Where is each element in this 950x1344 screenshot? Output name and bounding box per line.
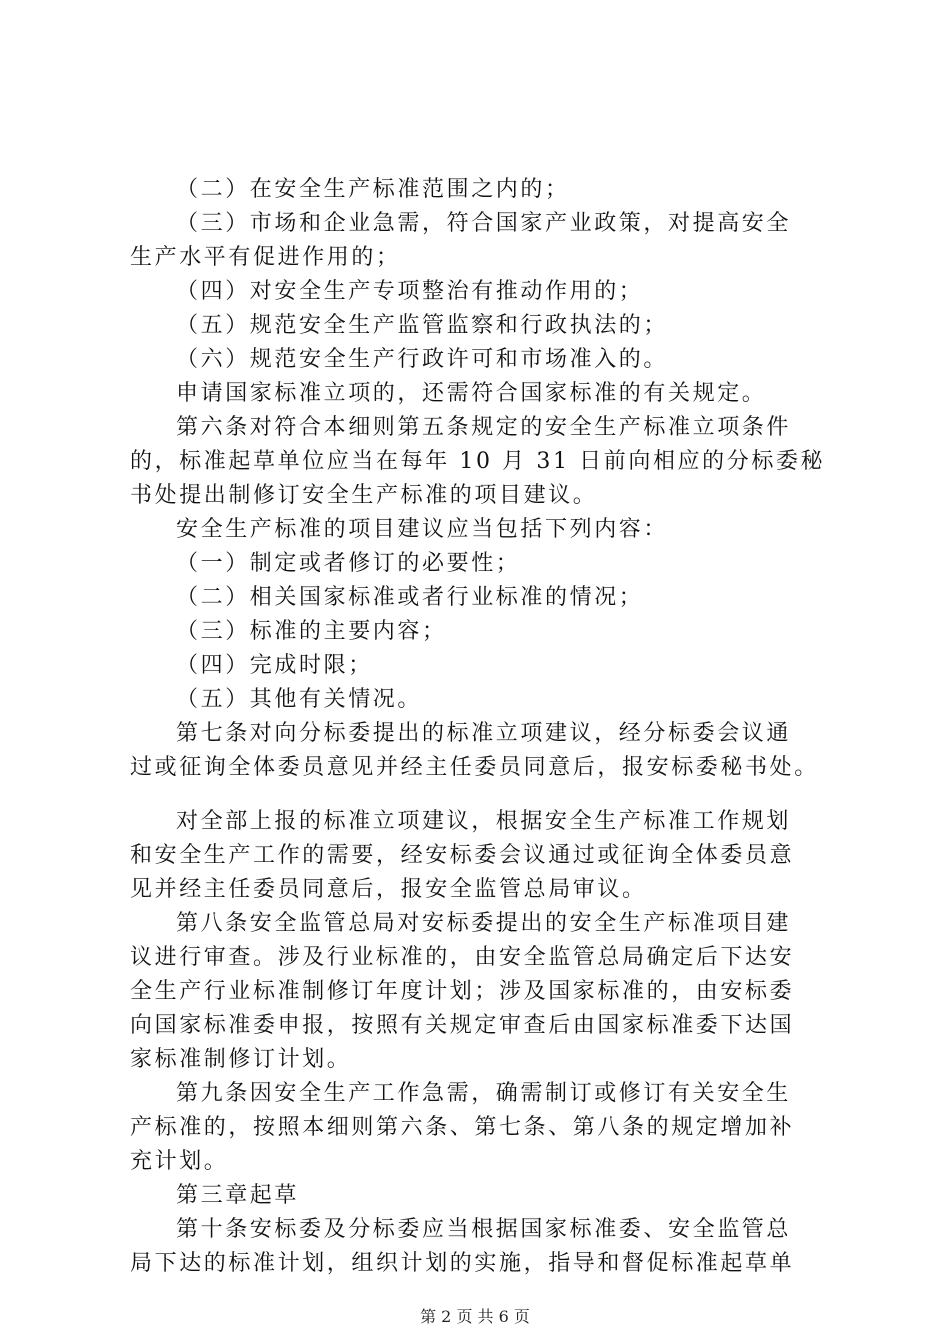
- clause-6: （六）规范安全生产行政许可和市场准入的。: [176, 347, 669, 372]
- article-10-line-1: 第十条安标委及分标委应当根据国家标准委、安全监管总: [176, 1217, 792, 1242]
- content-item-1: （一）制定或者修订的必要性；: [176, 551, 521, 576]
- page-footer: 第 2 页 共 6 页: [420, 1307, 530, 1326]
- article-8-line-1: 第八条安全监管总局对安标委提出的安全生产标准项目建: [176, 911, 792, 936]
- article-8-line-2: 议进行审查。涉及行业标准的，由安全监管总局确定后下达安: [130, 945, 795, 970]
- content-item-4: （四）完成时限；: [176, 653, 373, 678]
- article-10-line-2: 局下达的标准计划，组织计划的实施，指导和督促标准起草单: [130, 1251, 795, 1276]
- proposal-contents-intro: 安全生产标准的项目建议应当包括下列内容：: [176, 517, 669, 542]
- aggregate-proposal-line-1: 对全部上报的标准立项建议，根据安全生产标准工作规划: [176, 809, 792, 834]
- article-8-line-4: 向国家标准委申报，按照有关规定审查后由国家标准委下达国: [130, 1013, 795, 1038]
- chapter-3-heading: 第三章起草: [176, 1183, 300, 1208]
- clause-2: （二）在安全生产标准范围之内的；: [176, 177, 570, 202]
- article-6-line-2: 的，标准起草单位应当在每年 10 月 31 日前向相应的分标委秘: [130, 449, 826, 474]
- aggregate-proposal-line-3: 见并经主任委员同意后，报安全监管总局审议。: [130, 877, 647, 902]
- article-7-line-1: 第七条对向分标委提出的标准立项建议，经分标委会议通: [176, 721, 792, 746]
- article-8-line-5: 家标准制修订计划。: [130, 1047, 352, 1072]
- national-standard-note: 申请国家标准立项的，还需符合国家标准的有关规定。: [176, 381, 767, 406]
- article-6-line-3: 书处提出制修订安全生产标准的项目建议。: [130, 483, 598, 508]
- article-9-line-2: 产标准的，按照本细则第六条、第七条、第八条的规定增加补: [130, 1115, 795, 1140]
- content-item-5: （五）其他有关情况。: [176, 687, 423, 712]
- content-item-2: （二）相关国家标准或者行业标准的情况；: [176, 585, 644, 610]
- aggregate-proposal-line-2: 和安全生产工作的需要，经安标委会议通过或征询全体委员意: [130, 843, 795, 868]
- article-9-line-3: 充计划。: [130, 1149, 229, 1174]
- article-8-line-3: 全生产行业标准制修订年度计划；涉及国家标准的，由安标委: [130, 979, 795, 1004]
- clause-5: （五）规范安全生产监管监察和行政执法的；: [176, 313, 669, 338]
- clause-3: （三）市场和企业急需，符合国家产业政策，对提高安全: [176, 211, 792, 236]
- content-item-3: （三）标准的主要内容；: [176, 619, 447, 644]
- article-6-line-1: 第六条对符合本细则第五条规定的安全生产标准立项条件: [176, 415, 792, 440]
- clause-4: （四）对安全生产专项整治有推动作用的；: [176, 279, 644, 304]
- article-7-line-2: 过或征询全体委员意见并经主任委员同意后，报安标委秘书处。: [130, 755, 819, 780]
- article-9-line-1: 第九条因安全生产工作急需，确需制订或修订有关安全生: [176, 1081, 792, 1106]
- clause-3-cont: 生产水平有促进作用的；: [130, 245, 401, 270]
